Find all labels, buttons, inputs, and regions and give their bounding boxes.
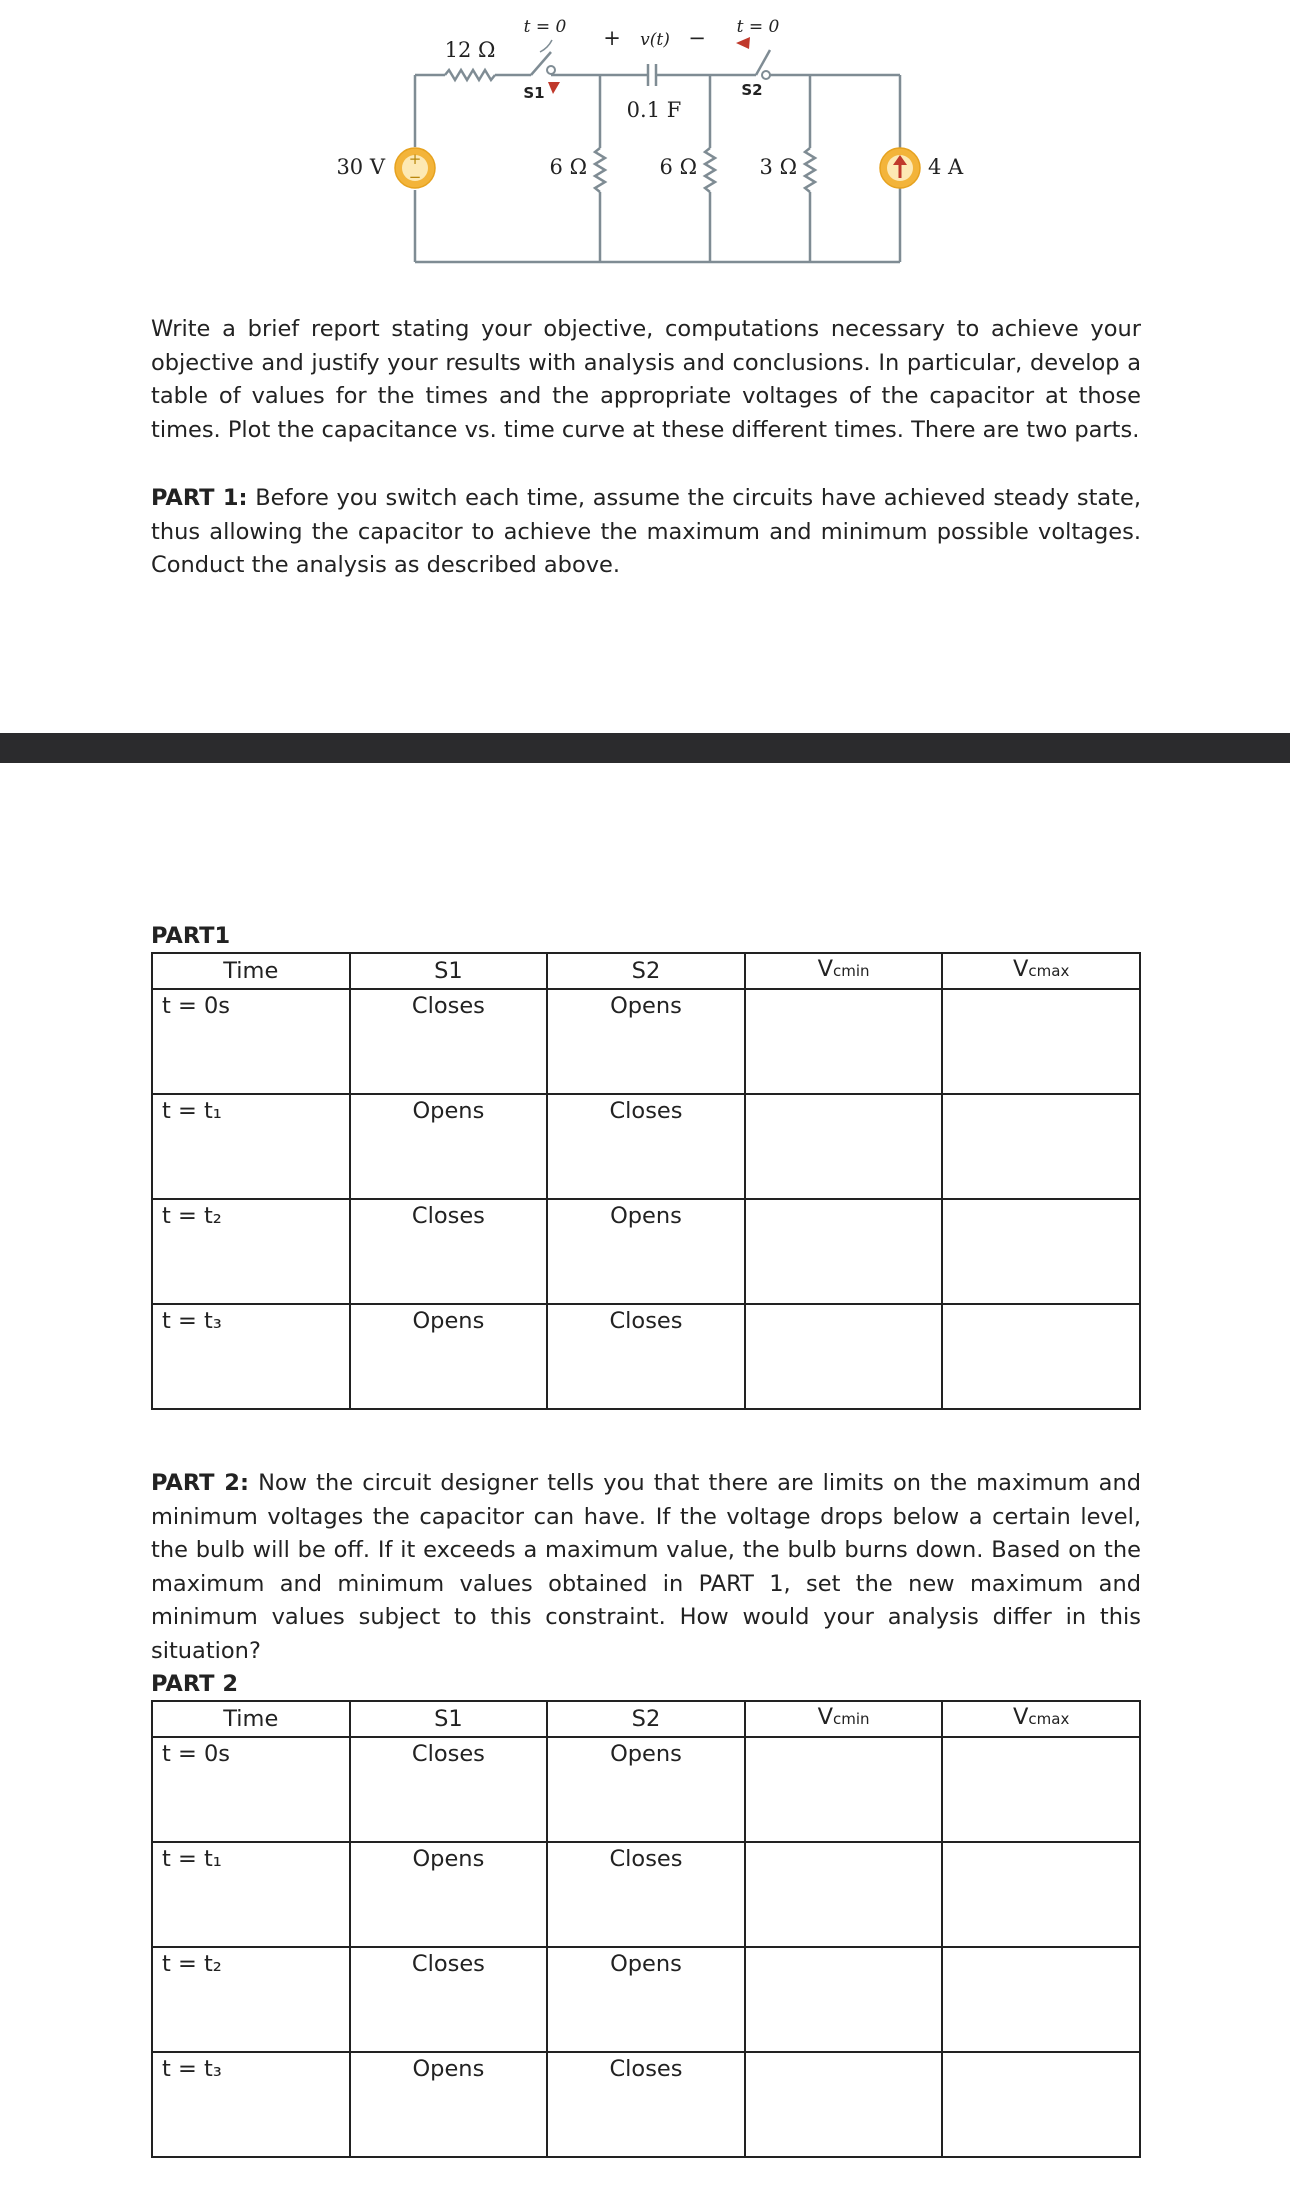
table-row: [152, 989, 1140, 1094]
vcmax-cell[interactable]: [942, 2052, 1140, 2157]
vcmax-v: V: [1013, 956, 1029, 982]
part1-body: Before you switch each time, assume the circuits have achieved steady state, thus allowing the capacitor to achieve the maximum and minimum possible voltages. Conduct the analysis as described above.: [151, 485, 1141, 578]
vcmin-cell[interactable]: [745, 989, 943, 1094]
header-s1: S1: [350, 1701, 548, 1737]
voltage-source-label: 30 V: [336, 155, 385, 179]
time-cell: t = t₃: [152, 1304, 350, 1409]
vcmax-cell[interactable]: [942, 1947, 1140, 2052]
s1-cell: Closes: [350, 1947, 548, 2052]
s2-time-label: t = 0: [736, 17, 780, 37]
header-vcmin: [745, 953, 943, 989]
s1-cell: Closes: [350, 989, 548, 1094]
part2-table: [151, 1700, 1141, 2158]
s2-cell: Closes: [547, 2052, 745, 2157]
vcmax-v: V: [1013, 1704, 1029, 1730]
vcmin-cell[interactable]: [745, 1737, 943, 1842]
svg-text:+: +: [408, 150, 422, 168]
s1-time-label: t = 0: [523, 17, 567, 37]
voltage-source-icon: [395, 148, 435, 188]
s1-arc: [540, 40, 552, 52]
s1-cell: Opens: [350, 1842, 548, 1947]
table-row: [152, 1094, 1140, 1199]
table1-title: PART1: [151, 923, 231, 949]
part2-paragraph: [151, 1467, 1141, 1668]
vt-label: v(t): [640, 30, 670, 50]
table-row: [152, 2052, 1140, 2157]
vcmin-sub: cmin: [833, 962, 870, 980]
part1-label: PART 1:: [151, 485, 248, 511]
table-row: [152, 1304, 1140, 1409]
part2-label: PART 2:: [151, 1470, 249, 1496]
vcmin-cell[interactable]: [745, 1199, 943, 1304]
r6a-label: 6 Ω: [549, 155, 587, 179]
svg-text:−: −: [408, 168, 422, 186]
v-plus-label: +: [603, 26, 621, 50]
vcmax-cell[interactable]: [942, 1842, 1140, 1947]
table-row: [152, 1199, 1140, 1304]
circuit-diagram: [0, 0, 1290, 290]
header-time: Time: [152, 1701, 350, 1737]
s1-cell: Opens: [350, 2052, 548, 2157]
table-row: [152, 1947, 1140, 2052]
s2-cell: Opens: [547, 1947, 745, 2052]
s2-cell: Closes: [547, 1842, 745, 1947]
table-row: [152, 1842, 1140, 1947]
time-cell: t = t₂: [152, 1199, 350, 1304]
current-source-label: 4 A: [928, 155, 964, 179]
time-cell: t = t₃: [152, 2052, 350, 2157]
vcmax-cell[interactable]: [942, 1737, 1140, 1842]
s1-contact: [547, 66, 555, 74]
vcmin-cell[interactable]: [745, 1304, 943, 1409]
vcmax-sub: cmax: [1028, 962, 1070, 980]
s1-cell: Closes: [350, 1737, 548, 1842]
s1-arrow-icon: [548, 82, 560, 94]
header-vcmax: [942, 953, 1140, 989]
r6b-label: 6 Ω: [659, 155, 697, 179]
intro-paragraph: Write a brief report stating your objective, computations necessary to achieve your objective and justify your results with analysis and conclusions. In particular, develop a table of values for the times and the appropriate voltages of the capacitor at those times. Plot the capacitance vs. time curve at these different times. There are two parts.: [151, 316, 1141, 443]
vcmin-cell[interactable]: [745, 1842, 943, 1947]
vcmax-cell[interactable]: [942, 989, 1140, 1094]
header-vcmax: [942, 1701, 1140, 1737]
time-cell: t = 0s: [152, 989, 350, 1094]
s2-cell: Opens: [547, 1737, 745, 1842]
s2-cell: Closes: [547, 1304, 745, 1409]
vcmax-cell[interactable]: [942, 1094, 1140, 1199]
vcmax-sub: cmax: [1028, 1710, 1070, 1728]
part1-paragraph: [151, 482, 1141, 583]
header-time: Time: [152, 953, 350, 989]
s2-cell: Opens: [547, 1199, 745, 1304]
s2-cell: Opens: [547, 989, 745, 1094]
part2-body: Now the circuit designer tells you that there are limits on the maximum and minimum voltages the capacitor can have. If the voltage drops below a certain level, the bulb will be off. If it exceeds a maximum value, the bulb burns down. Based on the maximum and minimum values obtained in PART 1, set the new maximum and minimum values subject to this constraint. How would your analysis differ in this situation?: [151, 1470, 1141, 1664]
table-header-row: [152, 1701, 1140, 1737]
v-minus-label: −: [688, 26, 706, 50]
header-s2: S2: [547, 1701, 745, 1737]
header-s1: S1: [350, 953, 548, 989]
time-cell: t = t₁: [152, 1842, 350, 1947]
vcmin-v: V: [817, 956, 833, 982]
s1-label: S1: [523, 84, 545, 102]
r12-label: 12 Ω: [444, 38, 496, 62]
r3-label: 3 Ω: [759, 155, 797, 179]
s2-arrow-icon: [736, 37, 750, 49]
time-cell: t = t₂: [152, 1947, 350, 2052]
vcmin-cell[interactable]: [745, 1094, 943, 1199]
vcmin-sub: cmin: [833, 1710, 870, 1728]
s2-cell: Closes: [547, 1094, 745, 1199]
vcmin-cell[interactable]: [745, 1947, 943, 2052]
part1-table: [151, 952, 1141, 1410]
time-cell: t = t₁: [152, 1094, 350, 1199]
capacitor-label: 0.1 F: [626, 98, 682, 122]
table-header-row: [152, 953, 1140, 989]
table-row: [152, 1737, 1140, 1842]
divider-bar: [0, 733, 1290, 763]
s1-cell: Opens: [350, 1094, 548, 1199]
s1-cell: Closes: [350, 1199, 548, 1304]
circuit-wires: [415, 52, 900, 262]
vcmin-cell[interactable]: [745, 2052, 943, 2157]
table2-title: PART 2: [151, 1671, 238, 1697]
s2-label: S2: [741, 81, 763, 99]
vcmax-cell[interactable]: [942, 1199, 1140, 1304]
vcmin-v: V: [817, 1704, 833, 1730]
time-cell: t = 0s: [152, 1737, 350, 1842]
header-s2: S2: [547, 953, 745, 989]
vcmax-cell[interactable]: [942, 1304, 1140, 1409]
header-vcmin: [745, 1701, 943, 1737]
s2-contact: [762, 71, 770, 79]
current-source-icon: [880, 148, 920, 188]
s1-cell: Opens: [350, 1304, 548, 1409]
